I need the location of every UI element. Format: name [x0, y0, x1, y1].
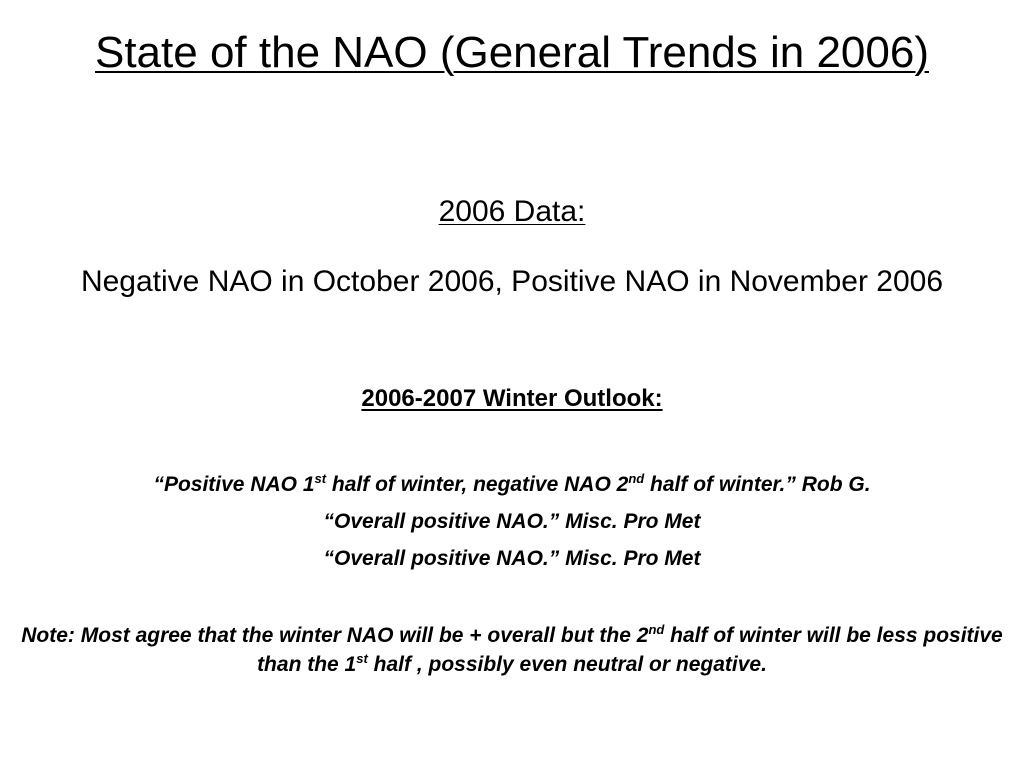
quote-text: half of winter, negative NAO 2 — [326, 473, 629, 496]
quote-text: half of winter.” Rob G. — [644, 473, 871, 496]
outlook-note — [20, 621, 1004, 679]
outlook-quote-rob-g — [0, 472, 1024, 498]
ordinal-suffix: st — [356, 651, 368, 666]
note-text: half , possibly even neutral or negative. — [367, 653, 767, 676]
note-text: Note: Most agree that the winter NAO will be + overall but the 2 — [21, 624, 649, 647]
data-summary: Negative NAO in October 2006, Positive NAO in November 2006 — [80, 265, 944, 298]
outlook-quote-misc-2: “Overall positive NAO.” Misc. Pro Met — [323, 547, 701, 570]
ordinal-suffix: nd — [648, 622, 665, 637]
data-heading: 2006 Data: — [438, 195, 586, 228]
ordinal-suffix: nd — [628, 471, 645, 486]
note-text: half of winter will be less positive than the 1 — [257, 624, 1003, 676]
outlook-quote-misc-1: “Overall positive NAO.” Misc. Pro Met — [323, 510, 701, 533]
outlook-heading: 2006-2007 Winter Outlook: — [361, 385, 663, 412]
ordinal-suffix: st — [314, 471, 327, 486]
quote-text: “Positive NAO 1 — [153, 473, 315, 496]
slide-title: State of the NAO (General Trends in 2006) — [94, 28, 929, 77]
